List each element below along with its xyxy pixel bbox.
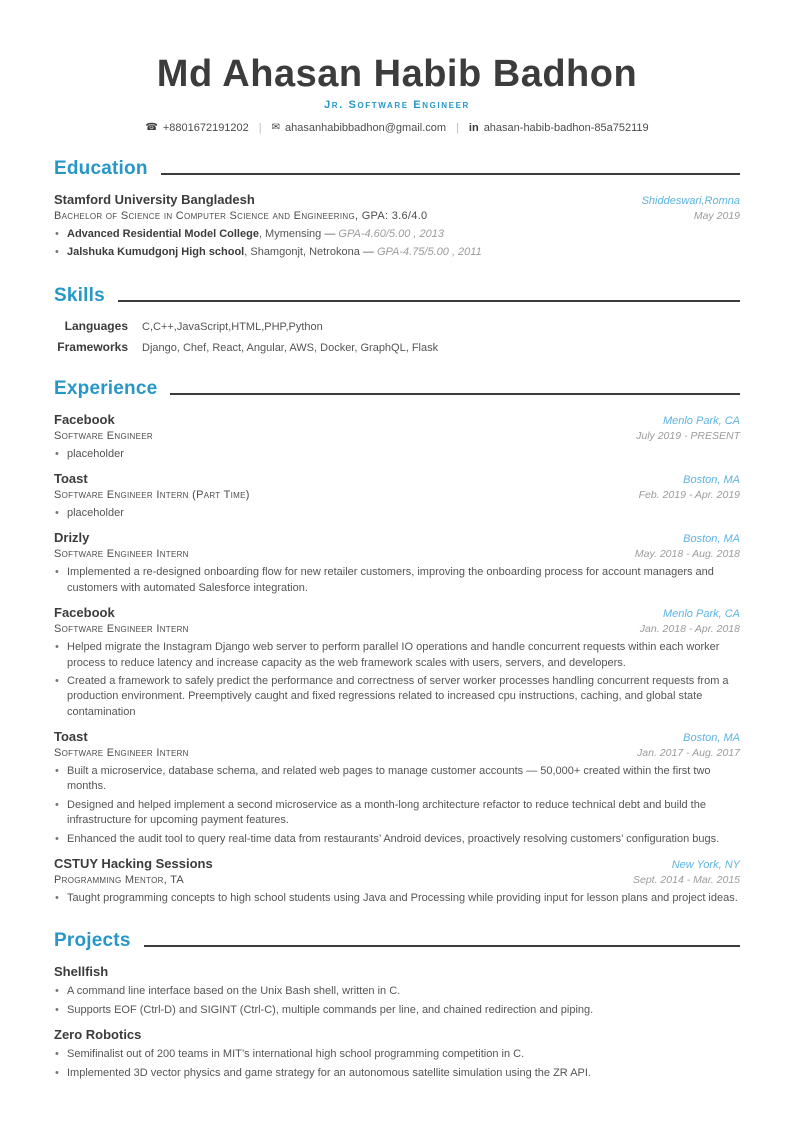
- experience-entry-6: [54, 856, 740, 906]
- job-bullets: [54, 640, 740, 720]
- education-bullet-2: [54, 245, 740, 260]
- entry-row: [54, 427, 740, 442]
- job-bullet: • placeholder: [54, 447, 740, 462]
- job-dates: Sept. 2014 - Mar. 2015: [632, 874, 740, 887]
- job-bullet: • Enhanced the audit tool to query real-time data from restaurants’ Android devices, proactively resolving customers’ configuration bugs.: [54, 832, 740, 847]
- job-bullet: • Implemented a re-designed onboarding flow for new retailer customers, improving the onboarding process for account managers and customers with automated Salesforce integration.: [54, 565, 740, 596]
- job-bullet: • Taught programming concepts to high school students using Java and Processing while providing input for lesson plans and project ideas.: [54, 891, 740, 906]
- skills-heading-rule: [118, 300, 740, 302]
- job-bullet: • Created a framework to safely predict the performance and correctness of server worker processes handling concurrent requests from a production environment. Preemptively caught and fixed regressions related to increased cpu instructions, caching, and global state contamination: [54, 674, 740, 720]
- company-location: Boston, MA: [683, 732, 740, 745]
- job-bullet: • Helped migrate the Instagram Django web server to perform parallel IO operations and handle concurrent requests within each worker process to reduce latency and increase capacity as the web framework scales with users, servers, and developers.: [54, 640, 740, 671]
- skills-heading-row: [54, 286, 740, 305]
- job-role: Software Engineer Intern: [54, 548, 189, 561]
- job-dates: Feb. 2019 - Apr. 2019: [638, 488, 740, 501]
- company-location: Boston, MA: [683, 533, 740, 546]
- job-dates: May. 2018 - Aug. 2018: [634, 548, 740, 561]
- project-bullets: [54, 1047, 740, 1081]
- person-name: Md Ahasan Habib Badhon: [156, 53, 638, 95]
- project-name: Zero Robotics: [54, 1027, 142, 1043]
- experience-entry-1: [54, 412, 740, 462]
- school-name: Stamford University Bangladesh: [54, 191, 255, 207]
- job-bullets: [54, 891, 740, 906]
- company-name: CSTUY Hacking Sessions: [54, 856, 213, 872]
- education-bullet-1: [54, 227, 740, 242]
- job-bullet: • placeholder: [54, 506, 740, 521]
- job-role: Software Engineer Intern (Part Time): [54, 488, 250, 501]
- linkedin-handle: ahasan-habib-badhon-85a752119: [483, 121, 649, 134]
- skills-heading: Skills: [54, 284, 105, 306]
- entry-row: [54, 545, 740, 560]
- skill-value: C,C++,JavaScript,HTML,PHP,Python: [142, 320, 323, 333]
- entry-row: [54, 486, 740, 501]
- job-role: Software Engineer Intern: [54, 747, 189, 760]
- email-link[interactable]: [272, 122, 446, 134]
- skill-value: Django, Chef, React, Angular, AWS, Docker, GraphQL, Flask: [142, 341, 439, 354]
- company-name: Drizly: [54, 530, 90, 546]
- skills-section: [54, 286, 740, 354]
- person-job-title: Jr. Software Engineer: [324, 98, 470, 111]
- experience-heading: Experience: [54, 377, 158, 399]
- experience-entry-2: [54, 471, 740, 521]
- skill-row-languages: [54, 319, 740, 333]
- skill-label: Languages: [64, 318, 128, 333]
- education-heading-row: [54, 159, 740, 178]
- entry-row: [54, 856, 740, 871]
- project-bullet: • A command line interface based on the Unix Bash shell, written in C.: [54, 984, 740, 999]
- entry-row: [54, 620, 740, 635]
- company-location: Menlo Park, CA: [662, 608, 740, 621]
- education-heading-rule: [161, 173, 740, 175]
- project-entry-2: [54, 1027, 740, 1081]
- job-role: Software Engineer Intern: [54, 623, 189, 636]
- education-section: [54, 159, 740, 261]
- prior-school-gpa: GPA-4.60/5.00 , 2013: [338, 227, 444, 240]
- phone-number: +8801672191202: [162, 121, 249, 134]
- experience-entry-5: [54, 729, 740, 847]
- project-bullet: • Supports EOF (Ctrl-D) and SIGINT (Ctrl-C), multiple commands per line, and chained redirection and piping.: [54, 1003, 740, 1018]
- education-heading: Education: [54, 157, 148, 179]
- entry-row: [54, 871, 740, 886]
- company-location: Menlo Park, CA: [662, 414, 740, 427]
- projects-heading-rule: [144, 945, 740, 947]
- education-entry-row: [54, 192, 740, 207]
- education-bullets: [54, 227, 740, 261]
- school-location: Shiddeswari,Romna: [641, 194, 740, 207]
- prior-school-gpa: GPA-4.75/5.00 , 2011: [376, 246, 482, 259]
- job-role: Programming Mentor, TA: [54, 874, 185, 887]
- projects-heading-row: [54, 931, 740, 950]
- projects-section: [54, 931, 740, 1081]
- job-bullets: [54, 764, 740, 847]
- project-bullets: [54, 984, 740, 1018]
- job-dates: July 2019 - PRESENT: [636, 429, 740, 442]
- job-bullet: • Designed and helped implement a second microservice as a month-long architecture refactor to reduce technical debt and build the infrastructure for upcoming payment features.: [54, 798, 740, 829]
- company-name: Facebook: [54, 605, 115, 621]
- envelope-icon: ✉: [271, 122, 281, 134]
- degree-name: Bachelor of Science in Computer Science and Engineering, GPA: 3.6/4.0: [54, 209, 428, 222]
- contact-separator: |: [258, 121, 262, 134]
- prior-school-name: Jalshuka Kumudgonj High school: [67, 246, 245, 259]
- job-bullet: • Built a microservice, database schema, and related web pages to manage customer accounts — 50,000+ created within the first two months.: [54, 764, 740, 795]
- phone-icon: ☎: [145, 122, 158, 134]
- job-bullets: [54, 565, 740, 596]
- project-bullet: • Implemented 3D vector physics and game strategy for an autonomous satellite simulation using the ZR API.: [54, 1066, 740, 1081]
- experience-heading-rule: [170, 393, 740, 395]
- entry-row: [54, 530, 740, 545]
- job-role: Software Engineer: [54, 429, 153, 442]
- email-address: ahasanhabibbadhon@gmail.com: [285, 121, 447, 134]
- graduation-date: May 2019: [693, 209, 740, 222]
- skill-label: Frameworks: [57, 339, 128, 354]
- experience-entry-4: [54, 605, 740, 720]
- experience-section: [54, 379, 740, 907]
- skill-row-frameworks: [54, 340, 740, 354]
- company-name: Facebook: [54, 411, 115, 427]
- linkedin-link[interactable]: [469, 122, 649, 134]
- job-bullets: [54, 506, 740, 521]
- experience-heading-row: [54, 379, 740, 398]
- entry-row: [54, 412, 740, 427]
- company-location: Boston, MA: [683, 473, 740, 486]
- prior-school-detail: , Mymensing —: [258, 227, 339, 240]
- prior-school-detail: , Shamgonjt, Netrokona —: [244, 246, 377, 259]
- company-location: New York, NY: [671, 859, 740, 872]
- project-name: Shellfish: [54, 964, 109, 980]
- company-name: Toast: [54, 729, 88, 745]
- education-entry: [54, 192, 740, 261]
- entry-row: [54, 471, 740, 486]
- entry-row: [54, 744, 740, 759]
- resume-header: [54, 54, 740, 134]
- linkedin-icon: in: [468, 121, 479, 134]
- job-bullets: [54, 447, 740, 462]
- company-name: Toast: [54, 470, 88, 486]
- contact-separator: |: [456, 121, 459, 134]
- contact-row: [54, 122, 740, 134]
- entry-row: [54, 729, 740, 744]
- phone-link[interactable]: [145, 122, 248, 134]
- education-degree-row: [54, 207, 740, 222]
- entry-row: [54, 605, 740, 620]
- experience-entry-3: [54, 530, 740, 596]
- project-bullet: • Semifinalist out of 200 teams in MIT’s international high school programming competition in C.: [54, 1047, 740, 1062]
- job-dates: Jan. 2018 - Apr. 2018: [639, 623, 740, 636]
- prior-school-name: Advanced Residential Model College: [67, 227, 259, 240]
- project-entry-1: [54, 964, 740, 1018]
- projects-heading: Projects: [54, 930, 131, 952]
- job-dates: Jan. 2017 - Aug. 2017: [637, 747, 740, 760]
